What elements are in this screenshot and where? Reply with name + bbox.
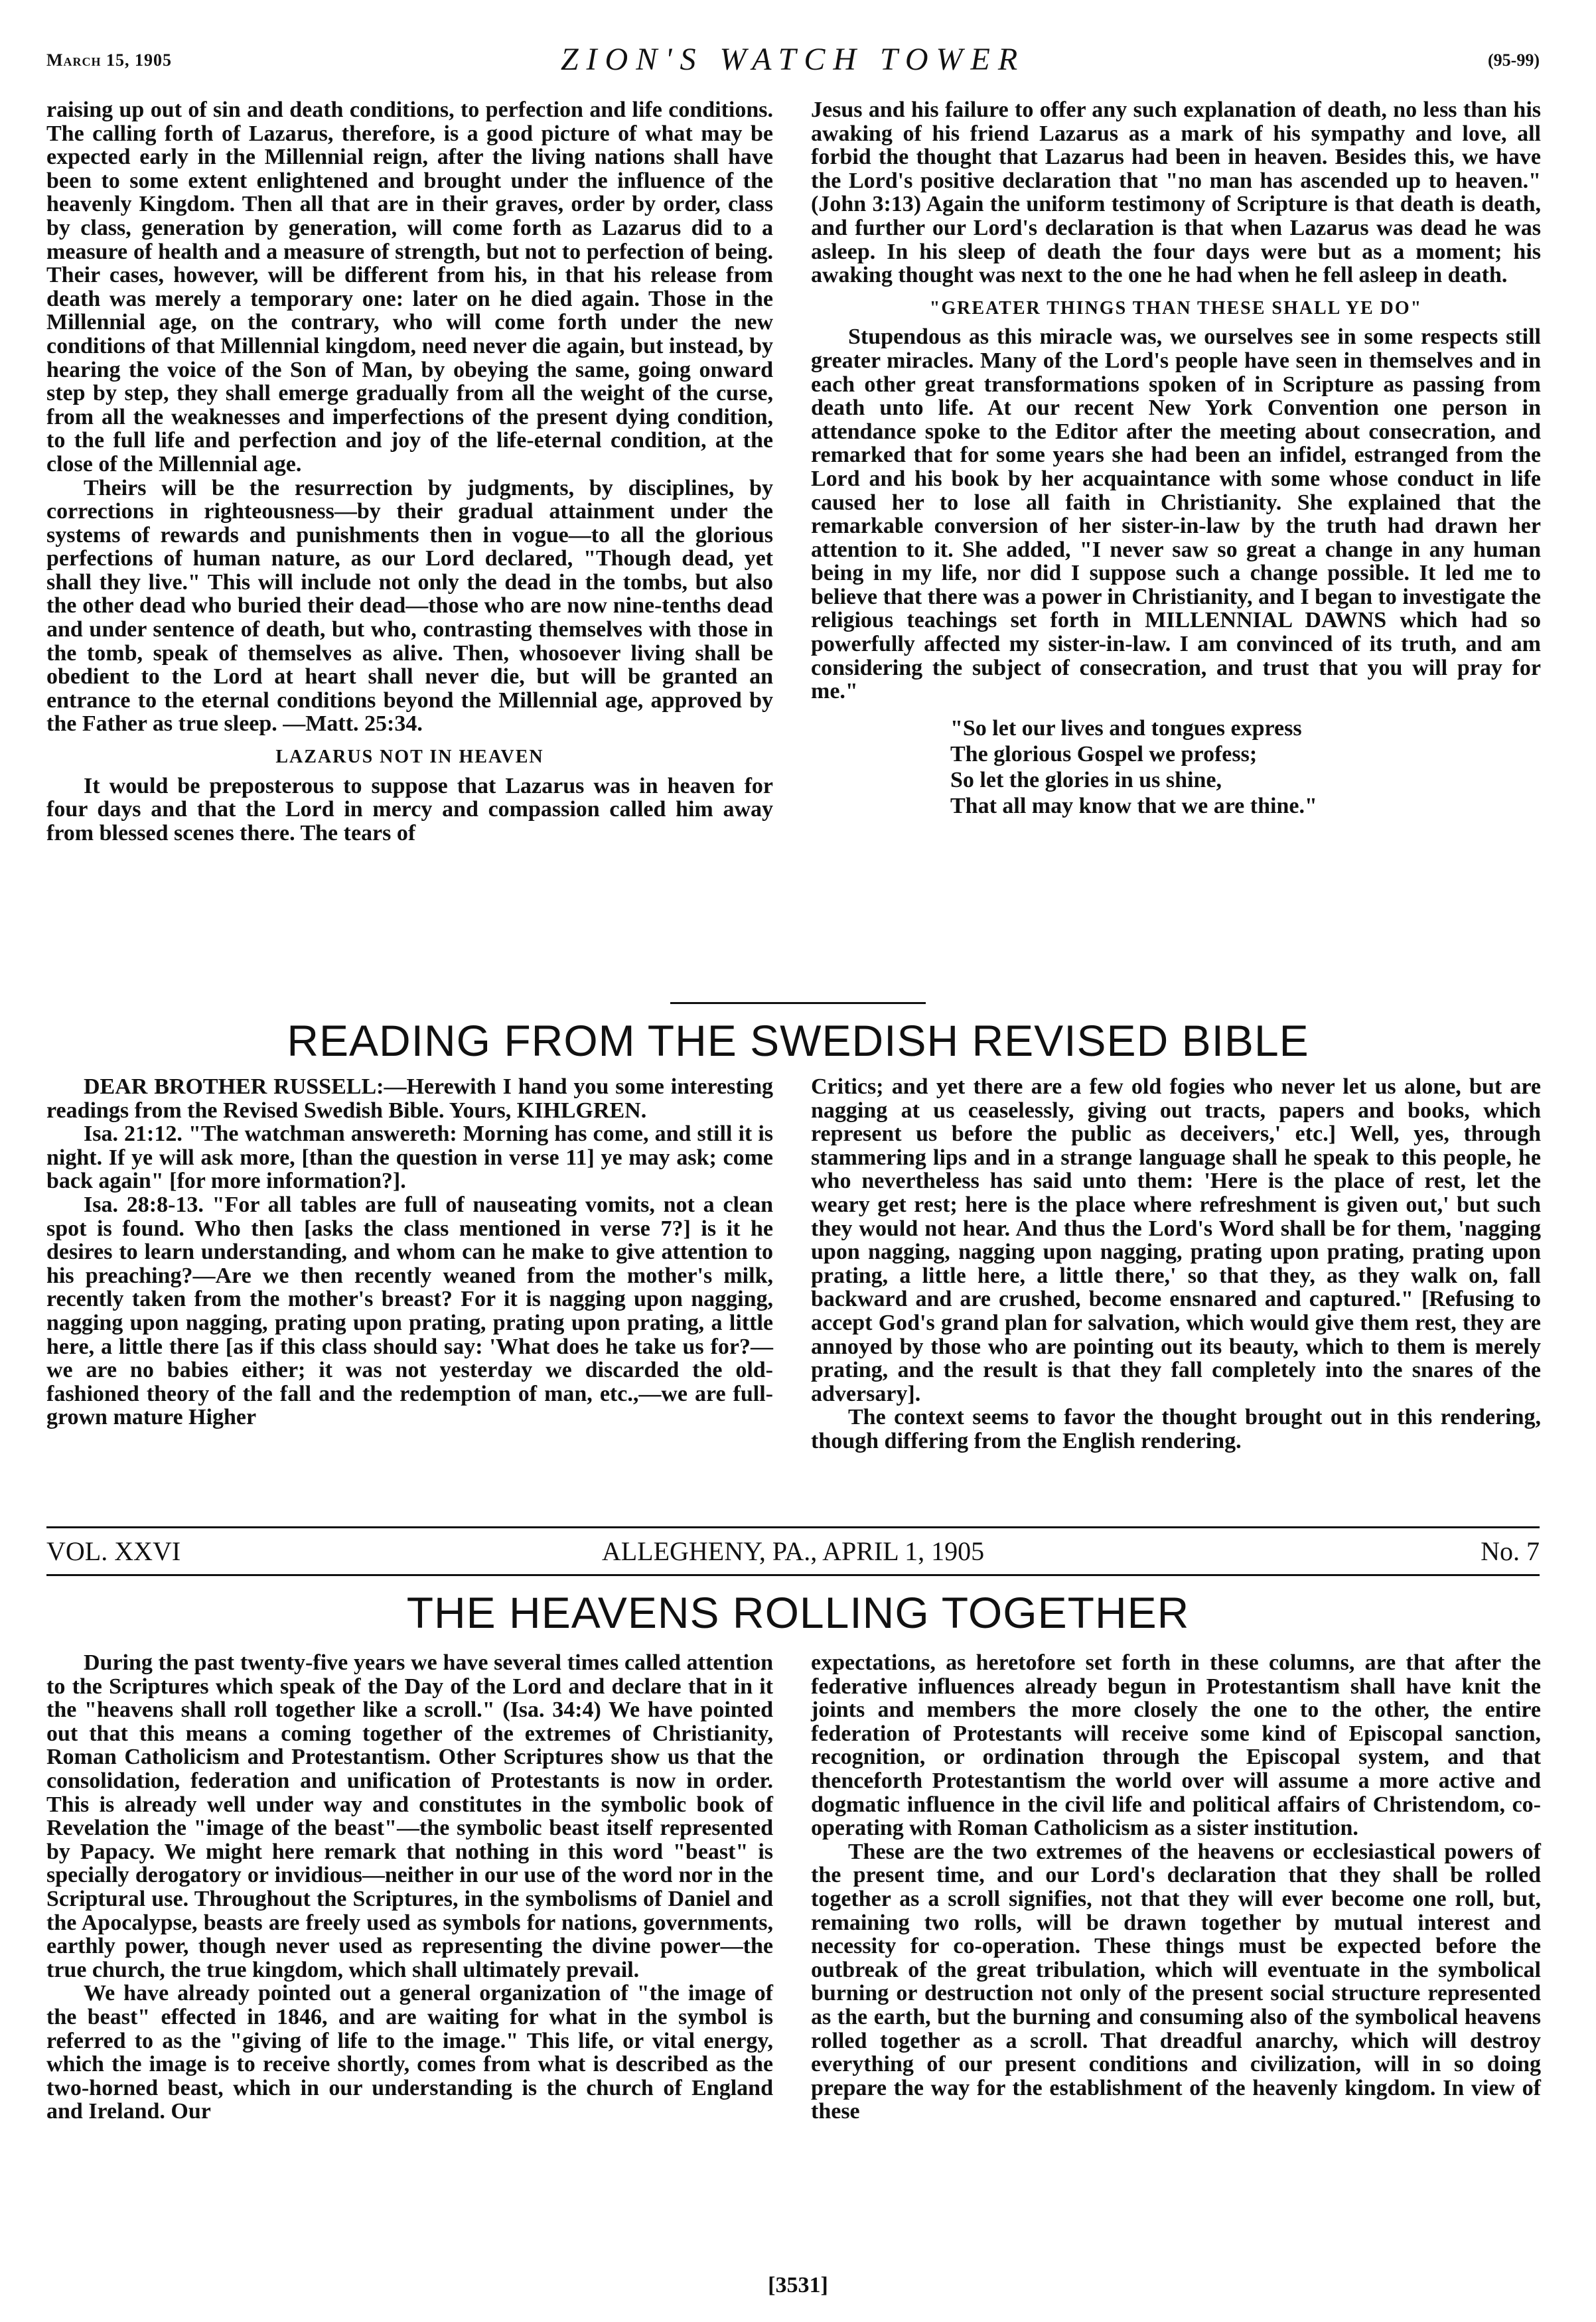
divider-rule (670, 1002, 926, 1004)
article1-right-column (811, 98, 1541, 819)
poem-line: The glorious Gospel we profess; (950, 741, 1258, 766)
poem-line: That all may know that we are thine." (950, 793, 1317, 818)
paragraph: We have already pointed out a general organization of "the image of the beast" effected in 1846, and are waiting for what in the symbol is referred to as the "giving of life to the image." This life, or vital energy, which the image is to receive shortly, comes from what is described as the two-horned beast, which in our understanding is the church of England and Ireland. Our (46, 1981, 773, 2124)
running-header (46, 41, 1540, 81)
paragraph: Theirs will be the resurrection by judgments, by disciplines, by corrections in righteousness—by their gradual attainment under the systems of rewards and punishments then in vogue—to all the glorious perfections of human nature, as our Lord declared, "Though dead, yet shall they live." This will include not only the dead in the tombs, but also the other dead who buried their dead—those who are now nine-tenths dead and under sentence of death, but who, contrasting themselves with those in the tomb, speak of themselves as alive. Then, whosoever living shall be obedient to the Lord at heart shall never die, but will be granted an entrance to the eternal conditions beyond the Millennial age, approved by the Father as true sleep. —Matt. 25:34. (46, 475, 773, 737)
paragraph: It would be preposterous to suppose that Lazarus was in heaven for four days and that the Lord in mercy and compassion called him away from blessed scenes there. The tears of (46, 773, 773, 845)
header-pages: (95-99) (1488, 50, 1540, 70)
issue-number: No. 7 (1481, 1536, 1540, 1566)
masthead-rule-bottom (46, 1574, 1540, 1576)
paragraph: During the past twenty-five years we have several times called attention to the Scriptures which speak of the Day of the Lord and declare that in it the "heavens shall roll together like a scroll." (Isa. 34:4) We have pointed out that this means a coming together of the extremes of Christianity, Roman Catholicism and Protestantism. Other Scriptures show us that the consolidation, federation and unification of Protestants is now in order. This is already well under way and constitutes in the symbolic book of Revelation the "image of the beast"—the symbolic beast itself represented by Papacy. We might here remark that nothing in this word "beast" is specially derogatory or invidious—neither in our use of the word nor in the Scriptural use. Throughout the Scriptures, in the symbolisms of Daniel and the Apocalypse, beasts are freely used as symbols for nations, governments, earthly power, though never used as representing the divine power—the true church, the true kingdom, which shall ultimately prevail. (46, 1650, 773, 1982)
page-number: [3531] (768, 2273, 828, 2297)
paragraph: raising up out of sin and death conditions, to perfection and life conditions. The calling forth of Lazarus, therefore, is a good picture of what may be expected early in the Millennial reign, after the living nations shall have been to some extent enlightened and brought under the influence of the heavenly Kingdom. Then all that are in their graves, order by order, class by class, generation by generation, will come forth as Lazarus did to a measure of health and a measure of strength, but not to perfection of being. Their cases, however, will be different from his, in that his release from death was merely a temporary one: later on he died again. Those in the Millennial age, on the contrary, who will come forth under the new conditions of that Millennial kingdom, need never die again, but instead, by hearing the voice of the Son of Man, by obeying the same, going onward step by step, they shall emerge gradually from all the weight of the curse, from all the weaknesses and imperfections of the present dying condition, to the full life and perfection and joy of the life-eternal condition, at the close of the Millennial age. (46, 98, 773, 476)
paragraph: Jesus and his failure to offer any such explanation of death, no less than his awaking of his friend Lazarus as a mark of his sympathy and love, all forbid the thought that Lazarus had been in heaven. Besides this, we have the Lord's positive declaration that "no man has ascended up to heaven." (John 3:13) Again the uniform testimony of Scripture is that death is death, and further our Lord's declaration is that when Lazarus was dead he was asleep. In his sleep of death the four days were but as a moment; his awaking thought was next to the one he had when he fell asleep in death. (811, 98, 1541, 288)
article2-title: READING FROM THE SWEDISH REVISED BIBLE (287, 1016, 1309, 1065)
subhead-greater-things: "GREATER THINGS THAN THESE SHALL YE DO" (929, 297, 1423, 319)
header-date: March 15, 1905 (46, 50, 173, 70)
paragraph: Critics; and yet there are a few old fogies who never let us alone, but are nagging at us ceaselessly, giving out tracts, papers and books, which represent us before the public as deceivers,' etc.] Well, yes, through stammering lips and in a strange language shall he speak to this people, he who nevertheless has said unto them: 'Here is the place of rest, let the weary get rest; here is the place where refreshment is given out,' but such they would not hear. And thus the Lord's Word shall be for them, 'nagging upon nagging, nagging upon nagging, prating upon prating, prating upon prating, a little here, a little there,' so that they, as they walk on, fall backward and are crushed, become ensnared and captured." [Refusing to accept God's grand plan for salvation, which would give them rest, they are annoyed by those who are pointing out its beauty, which to them is merely prating, and the result is that they fall completely into the snares of the adversary]. (811, 1074, 1541, 1406)
volume-label: VOL. XXVI (46, 1536, 181, 1566)
paragraph: DEAR BROTHER RUSSELL:—Herewith I hand you some interesting readings from the Revised Swedish Bible. Yours, KIHLGREN. (46, 1074, 773, 1123)
poem-line: So let the glories in us shine, (950, 767, 1222, 792)
masthead (46, 1530, 1540, 1570)
article3-right-column (811, 1651, 1541, 2124)
paragraph: expectations, as heretofore set forth in these columns, are that after the federative influences already begun in Protestantism shall have knit the joints and members the more closely the one to the other, the entire federation of Protestants will receive some kind of Episcopal sanction, recognition, or ordination through the Episcopal system, and that thenceforth Protestantism the world over will assume a more active and dogmatic influence in the civil life and political affairs of Christendom, co-operating with Roman Catholicism as a sister institution. (811, 1650, 1541, 1841)
paragraph: Isa. 28:8-13. "For all tables are full of nauseating vomits, not a clean spot is found. Who then [asks the class mentioned in verse 7?] is it he desires to learn understanding, and whom can he make to give attention to his preaching?—Are we then recently weaned from the mother's milk, recently taken from the mother's breast? For it is nagging upon nagging, nagging upon nagging, prating upon prating, prating upon prating, a little here, a little there [as if this class should say: 'What does he take us for?—we are no babies either; it was not yesterday we discarded the old-fashioned theory of the fall and the redemption of man, etc.,—we are full-grown mature Higher (46, 1192, 773, 1430)
article3-left-column (46, 1651, 773, 2124)
masthead-rule-top (46, 1526, 1540, 1528)
paragraph: Isa. 21:12. "The watchman answereth: Morning has come, and still it is night. If ye will ask more, [than the question in verse 11] ye may ask; come back again" [for more information?]. (46, 1122, 773, 1194)
poem (950, 715, 1541, 819)
subhead-lazarus: LAZARUS NOT IN HEAVEN (275, 747, 544, 768)
header-title: ZION'S WATCH TOWER (560, 42, 1026, 77)
article3-title: THE HEAVENS ROLLING TOGETHER (406, 1588, 1190, 1637)
paragraph: The context seems to favor the thought brought out in this rendering, though differing from the English rendering. (811, 1405, 1541, 1453)
poem-line: "So let our lives and tongues express (950, 715, 1302, 741)
paragraph: These are the two extremes of the heavens or ecclesiastical powers of the present time, and our Lord's declaration that they shall be rolled together as a scroll signifies, not that they will ever become one roll, but, remaining two rolls, will be drawn together by mutual interest and necessity for co-operation. These things must be expected before the outbreak of the great tribulation, which will eventuate in the symbolical burning or destruction not only of the present social structure represented as the earth, but the burning and consuming also of the symbolical heavens rolled together as a scroll. That dreadful anarchy, which will destroy everything of our present conditions and civilization, will in so doing prepare the way for the establishment of the heavenly kingdom. In view of these (811, 1839, 1541, 2124)
article2-left-column (46, 1075, 773, 1429)
article1-left-column (46, 98, 773, 845)
masthead-place-date: ALLEGHENY, PA., APRIL 1, 1905 (601, 1536, 985, 1566)
paragraph: Stupendous as this miracle was, we ourselves see in some respects still greater miracles. Many of the Lord's people have seen in themselves and in each other great transformations spoken of in Scripture as passing from death unto life. At our recent New York Convention one person in attendance spoke to the Editor after the meeting about consecration, and remarked that for some years she had been an infidel, estranged from the Lord and his book by her acquaintance with some whose conduct in life caused her to lose all faith in Christianity. She explained that the remarkable conversion of her sister-in-law by the truth had drawn her attention to it. She added, "I never saw so great a change in any human being in my life, nor did I suppose such a change possible. It led me to believe that there was a power in Christianity, and I began to investigate the religious teachings set forth in MILLENNIAL DAWNS which had so powerfully affected my sister-in-law. I am convinced of its truth, and am considering the subject of consecration, and trust that you will pray for me." (811, 325, 1541, 704)
article2-right-column (811, 1075, 1541, 1453)
